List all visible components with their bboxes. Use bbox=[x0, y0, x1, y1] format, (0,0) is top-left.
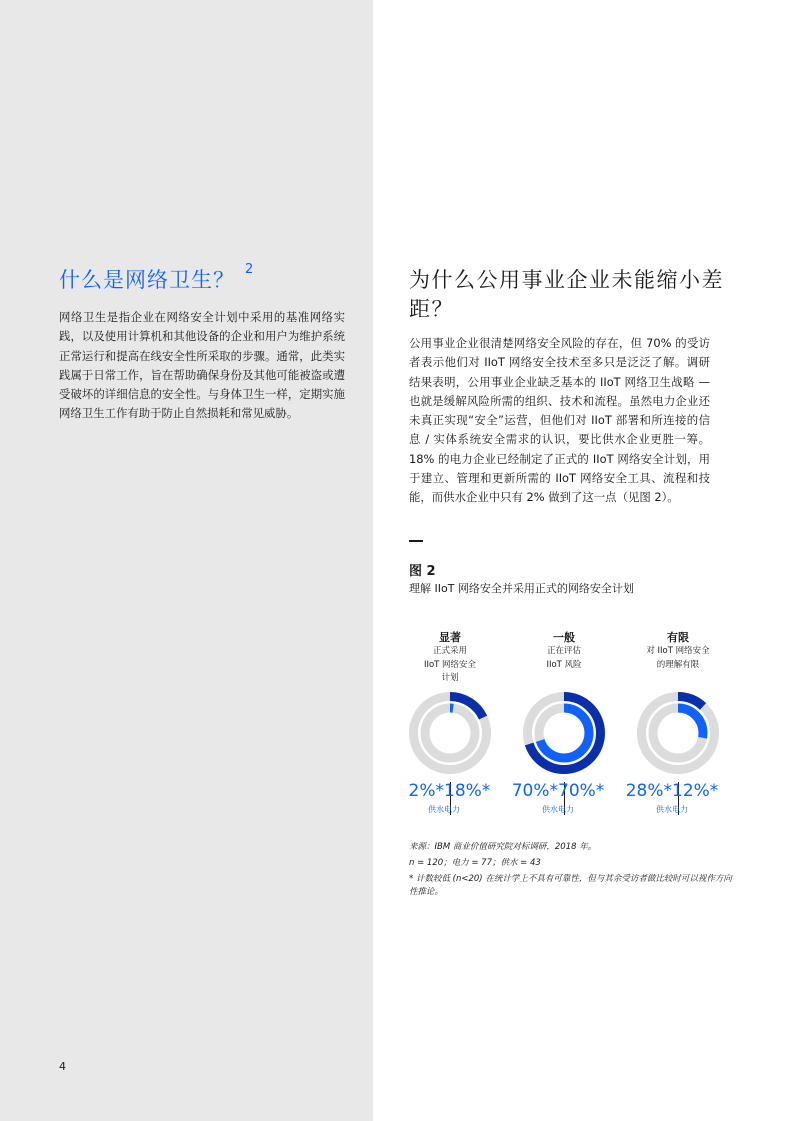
group-subtitle-line: 计划 bbox=[441, 673, 459, 683]
group-subtitle-line: 对 IIoT 网络安全 bbox=[646, 646, 710, 656]
group-heading: 有限 bbox=[667, 631, 689, 644]
power-series-label: 电力 bbox=[672, 805, 688, 814]
cyber-hygiene-definition: 网络卫生是指企业在网络安全计划中采用的基准网络实践，以及使用计算机和其他设备的企业和用户为维护系统正常运行和提高在线安全性所采取的步骤。通常，此类实践属于日常工作，旨在帮助确保身份及其他可能被盗或遭受破坏的详细信息的安全性。与身体卫生一样，定期实施网络卫生工作有助于防止自然损耗和常见威胁。 bbox=[59, 310, 345, 421]
power-series-label: 电力 bbox=[444, 805, 460, 814]
figure-divider bbox=[409, 540, 423, 542]
reliability-caveat: * 计数较低 (n<20) 在统计学上不具有可靠性，但与其余受访者做比较时可以视作方向性推论。 bbox=[409, 874, 732, 897]
group-subtitle-line: IIoT 网络安全 bbox=[423, 659, 477, 670]
water-percentage: 28%* bbox=[625, 781, 672, 801]
stat-pair bbox=[508, 781, 620, 821]
water-percentage: 70%* bbox=[511, 781, 558, 801]
inner-ring-track bbox=[425, 708, 475, 758]
title-text: 什么是网络卫生？ bbox=[59, 268, 235, 292]
group-heading-block bbox=[622, 631, 734, 672]
stat-pair bbox=[622, 781, 734, 821]
source-note: 来源：IBM 商业价值研究院对标调研，2018 年。 bbox=[409, 842, 597, 852]
group-subtitle-line: 正在评估 bbox=[546, 646, 581, 656]
water-series-label: 供水 bbox=[542, 805, 558, 814]
group-heading-block bbox=[394, 631, 506, 686]
sample-size-note: n = 120；电力 = 77；供水 = 43 bbox=[409, 858, 541, 868]
left-sidebar-panel bbox=[0, 0, 373, 1121]
figure-notes bbox=[409, 841, 739, 902]
footnote-reference: 2 bbox=[245, 262, 255, 277]
power-percentage: 12%* bbox=[672, 781, 719, 801]
donut-chart bbox=[522, 691, 606, 775]
water-percentage: 2%* bbox=[408, 781, 444, 801]
power-percentage: 18%* bbox=[444, 781, 491, 801]
water-series-label: 供水 bbox=[428, 805, 444, 814]
power-percentage: 70%* bbox=[558, 781, 605, 801]
group-subtitle-line: 的理解有限 bbox=[656, 659, 700, 670]
page-number: 4 bbox=[59, 1060, 66, 1073]
section-title-utilities-gap: 为什么公用事业企业未能缩小差距？ bbox=[409, 268, 724, 321]
figure-label: 图 2 bbox=[409, 564, 436, 579]
group-heading: 一般 bbox=[553, 631, 575, 644]
power-series-label: 电力 bbox=[558, 805, 574, 814]
group-heading-block bbox=[508, 631, 620, 672]
section-title-cyber-hygiene bbox=[59, 264, 254, 294]
group-heading: 显著 bbox=[439, 631, 461, 644]
donut-chart bbox=[408, 691, 492, 775]
utilities-gap-body: 公用事业企业很清楚网络安全风险的存在，但 70% 的受访者表示他们对 IIoT 网络安全技术至多只是泛泛了解。调研结果表明，公用事业企业缺乏基本的 IIoT 网络卫生战略 — 也就是缓解风险所需的组织、技术和流程。虽然电力企业还未真正实现“安全”运营，但他们对 IIoT 部署和所连接的信息 / 实体系统安全需求的认识，要比供水企业更胜一筹。18% 的电力企业已经制定了正式的 IIoT 网络安全计划，用于建立、管理和更新所需的 IIoT 网络安全工具、流程和技能，而供水企业中只有 2% 做到了这一点（见图 2）。 bbox=[409, 336, 710, 505]
donut-chart bbox=[636, 691, 720, 775]
figure-caption: 理解 IIoT 网络安全并采用正式的网络安全计划 bbox=[409, 582, 634, 595]
stat-pair bbox=[394, 781, 506, 821]
water-series-label: 供水 bbox=[656, 805, 672, 814]
group-subtitle-line: IIoT 风险 bbox=[546, 659, 582, 670]
group-subtitle-line: 正式采用 bbox=[432, 646, 467, 656]
